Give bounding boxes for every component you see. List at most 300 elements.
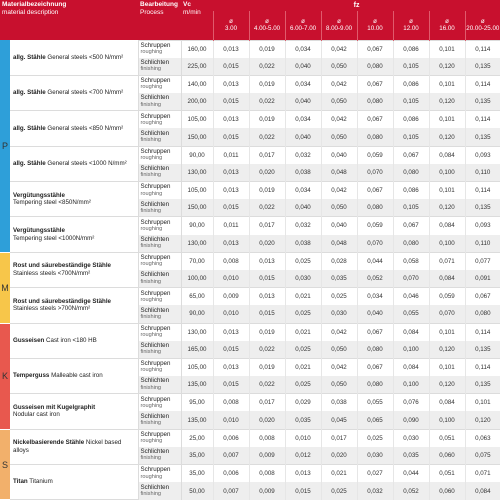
fz-value: 0,080	[357, 199, 393, 217]
fz-value: 0,025	[321, 482, 357, 500]
diameter-symbol: ø	[337, 17, 341, 25]
process-roughing	[138, 146, 181, 164]
fz-value: 0,084	[393, 323, 429, 341]
fz-value: 0,120	[465, 411, 500, 429]
process-finishing	[138, 164, 181, 182]
material-name: Nickelbasierende Stähle	[13, 439, 85, 447]
fz-value: 0,067	[393, 146, 429, 164]
fz-value: 0,070	[429, 305, 465, 323]
fz-value: 0,025	[321, 288, 357, 306]
process-sublabel: finishing	[140, 491, 162, 498]
fz-value: 0,040	[285, 199, 321, 217]
table-row	[0, 182, 500, 200]
process-header-sublabel: Process	[140, 8, 164, 16]
fz-value: 0,101	[429, 40, 465, 58]
material-name: allg. Stähle	[13, 160, 46, 168]
fz-value: 0,011	[213, 146, 249, 164]
material-description	[10, 111, 138, 146]
fz-value: 0,120	[429, 93, 465, 111]
fz-value: 0,042	[321, 323, 357, 341]
table-row	[0, 146, 500, 164]
material-name: Gusseisen	[13, 336, 45, 344]
fz-value: 0,093	[465, 217, 500, 235]
fz-value: 0,008	[213, 394, 249, 412]
process-label: Schlichten	[140, 306, 170, 314]
material-column-header	[0, 0, 138, 40]
fz-value: 0,080	[357, 93, 393, 111]
fz-value: 0,007	[213, 447, 249, 465]
fz-value: 0,120	[429, 341, 465, 359]
fz-value: 0,013	[213, 40, 249, 58]
diameter-header	[285, 11, 321, 40]
process-sublabel: finishing	[140, 349, 162, 356]
process-finishing	[138, 376, 181, 394]
fz-value: 0,038	[321, 394, 357, 412]
table-row	[0, 465, 500, 483]
diameter-symbol: ø	[265, 17, 269, 25]
fz-value: 0,020	[321, 447, 357, 465]
fz-value: 0,013	[213, 111, 249, 129]
vc-value: 95,00	[181, 394, 213, 412]
diameter-symbol: ø	[229, 17, 233, 25]
fz-value: 0,015	[213, 341, 249, 359]
fz-value: 0,084	[465, 482, 500, 500]
fz-value: 0,059	[429, 288, 465, 306]
process-finishing	[138, 482, 181, 500]
fz-value: 0,013	[213, 164, 249, 182]
material-spec: Nickel based alloys	[13, 439, 122, 454]
process-sublabel: roughing	[140, 155, 163, 162]
diameter-value: 20.00-25.00	[466, 25, 500, 33]
fz-value: 0,080	[393, 235, 429, 253]
fz-value: 0,015	[213, 199, 249, 217]
fz-value: 0,022	[249, 93, 285, 111]
material-spec: Nodular cast iron	[13, 411, 60, 419]
process-label: Schruppen	[140, 360, 171, 368]
vc-value: 35,00	[181, 465, 213, 483]
vc-value: 90,00	[181, 217, 213, 235]
fz-value: 0,060	[429, 447, 465, 465]
vc-value: 165,00	[181, 341, 213, 359]
process-label: Schruppen	[140, 289, 171, 297]
fz-value: 0,013	[213, 235, 249, 253]
fz-value: 0,077	[465, 252, 500, 270]
fz-value: 0,007	[213, 482, 249, 500]
fz-value: 0,042	[321, 40, 357, 58]
fz-value: 0,080	[357, 58, 393, 76]
process-roughing	[138, 323, 181, 341]
table-row	[0, 75, 500, 93]
fz-value: 0,080	[357, 376, 393, 394]
material-description	[10, 465, 138, 500]
diameter-value: 3.00	[224, 25, 238, 33]
fz-value: 0,101	[429, 111, 465, 129]
fz-value: 0,034	[285, 182, 321, 200]
table-row	[0, 40, 500, 58]
vc-value: 130,00	[181, 235, 213, 253]
fz-value: 0,080	[357, 341, 393, 359]
process-sublabel: finishing	[140, 313, 162, 320]
fz-value: 0,045	[321, 411, 357, 429]
process-finishing	[138, 93, 181, 111]
fz-value: 0,101	[429, 75, 465, 93]
fz-value: 0,050	[321, 199, 357, 217]
process-finishing	[138, 270, 181, 288]
fz-value: 0,059	[357, 146, 393, 164]
fz-value: 0,105	[393, 128, 429, 146]
diameter-symbol: ø	[445, 17, 449, 25]
diameter-value: 12.00	[403, 25, 419, 33]
fz-value: 0,067	[357, 40, 393, 58]
fz-value: 0,006	[213, 429, 249, 447]
fz-value: 0,135	[465, 58, 500, 76]
process-label: Schlichten	[140, 271, 170, 279]
fz-value: 0,010	[213, 411, 249, 429]
fz-value: 0,032	[285, 217, 321, 235]
process-roughing	[138, 429, 181, 447]
fz-value: 0,035	[285, 411, 321, 429]
table-row	[0, 358, 500, 376]
fz-value: 0,084	[429, 146, 465, 164]
diameter-value: 10.00	[367, 25, 383, 33]
process-sublabel: finishing	[140, 172, 162, 179]
process-roughing	[138, 288, 181, 306]
fz-value: 0,067	[357, 182, 393, 200]
fz-value: 0,012	[285, 447, 321, 465]
process-label: Schruppen	[140, 431, 171, 439]
fz-value: 0,114	[465, 111, 500, 129]
fz-value: 0,022	[249, 376, 285, 394]
fz-value: 0,076	[393, 394, 429, 412]
fz-value: 0,034	[285, 40, 321, 58]
material-header-label: Materialbezeichnung	[2, 1, 67, 8]
fz-value: 0,030	[285, 270, 321, 288]
material-description	[10, 323, 138, 358]
process-label: Schlichten	[140, 412, 170, 420]
vc-value: 105,00	[181, 358, 213, 376]
process-sublabel: roughing	[140, 367, 163, 374]
process-roughing	[138, 465, 181, 483]
fz-value: 0,013	[213, 358, 249, 376]
vc-value: 130,00	[181, 164, 213, 182]
process-sublabel: roughing	[140, 190, 163, 197]
process-label: Schruppen	[140, 112, 171, 120]
vc-value: 105,00	[181, 111, 213, 129]
fz-value: 0,022	[249, 58, 285, 76]
fz-value: 0,048	[321, 235, 357, 253]
fz-value: 0,042	[321, 75, 357, 93]
vc-header-sublabel: m/min	[183, 8, 201, 16]
material-spec: General steels <700 N/mm²	[45, 89, 124, 97]
material-description	[10, 146, 138, 181]
fz-value: 0,071	[465, 465, 500, 483]
fz-value: 0,022	[249, 341, 285, 359]
fz-value: 0,013	[249, 252, 285, 270]
process-label: Schruppen	[140, 148, 171, 156]
material-description	[10, 394, 138, 429]
fz-value: 0,065	[357, 411, 393, 429]
fz-value: 0,008	[249, 465, 285, 483]
process-sublabel: finishing	[140, 243, 162, 250]
diameter-symbol: ø	[480, 17, 485, 25]
fz-value: 0,051	[429, 429, 465, 447]
diameter-symbol: ø	[373, 17, 377, 25]
process-sublabel: roughing	[140, 402, 163, 409]
fz-value: 0,050	[321, 376, 357, 394]
fz-value: 0,020	[249, 411, 285, 429]
fz-value: 0,067	[465, 288, 500, 306]
process-label: Schlichten	[140, 235, 170, 243]
diameter-header	[213, 11, 249, 40]
fz-value: 0,015	[285, 482, 321, 500]
process-sublabel: finishing	[140, 420, 162, 427]
material-spec: Tempering steel <850N/mm²	[13, 199, 91, 207]
table-row	[0, 217, 500, 235]
material-description	[10, 40, 138, 75]
fz-value: 0,040	[321, 146, 357, 164]
fz-value: 0,034	[357, 288, 393, 306]
fz-value: 0,105	[393, 93, 429, 111]
process-finishing	[138, 58, 181, 76]
fz-value: 0,034	[285, 75, 321, 93]
material-spec: Stainless steels >700N/mm²	[13, 305, 91, 313]
fz-value: 0,035	[393, 447, 429, 465]
fz-value: 0,038	[285, 164, 321, 182]
fz-value: 0,059	[357, 217, 393, 235]
material-description	[10, 288, 138, 323]
fz-value: 0,105	[393, 199, 429, 217]
fz-value: 0,021	[285, 323, 321, 341]
fz-value: 0,013	[213, 182, 249, 200]
fz-value: 0,070	[357, 164, 393, 182]
diameter-header	[321, 11, 357, 40]
process-sublabel: finishing	[140, 455, 162, 462]
fz-value: 0,058	[393, 252, 429, 270]
fz-value: 0,070	[357, 235, 393, 253]
material-name: Vergütungsstähle	[13, 227, 65, 235]
fz-value: 0,080	[465, 305, 500, 323]
fz-value: 0,114	[465, 75, 500, 93]
fz-value: 0,084	[429, 394, 465, 412]
fz-value: 0,086	[393, 40, 429, 58]
fz-value: 0,008	[213, 252, 249, 270]
process-sublabel: finishing	[140, 66, 162, 73]
vc-value: 160,00	[181, 40, 213, 58]
table-row	[0, 288, 500, 306]
process-sublabel: roughing	[140, 473, 163, 480]
fz-value: 0,019	[249, 358, 285, 376]
diameter-value: 8.00-9.00	[325, 25, 353, 33]
fz-value: 0,019	[249, 111, 285, 129]
fz-value: 0,067	[357, 323, 393, 341]
fz-value: 0,050	[321, 93, 357, 111]
process-label: Schruppen	[140, 183, 171, 191]
vc-value: 150,00	[181, 199, 213, 217]
table-row	[0, 111, 500, 129]
fz-value: 0,052	[357, 270, 393, 288]
fz-value: 0,071	[429, 252, 465, 270]
material-name: Titan	[13, 478, 28, 486]
fz-value: 0,010	[285, 429, 321, 447]
material-group-marker: S	[0, 429, 10, 500]
fz-value: 0,013	[285, 465, 321, 483]
process-column-header	[138, 0, 181, 40]
vc-value: 150,00	[181, 128, 213, 146]
fz-value: 0,042	[321, 358, 357, 376]
process-label: Schruppen	[140, 218, 171, 226]
fz-value: 0,042	[321, 111, 357, 129]
fz-value: 0,093	[465, 146, 500, 164]
fz-value: 0,067	[357, 358, 393, 376]
fz-value: 0,046	[393, 288, 429, 306]
fz-value: 0,050	[321, 341, 357, 359]
fz-value: 0,070	[393, 270, 429, 288]
fz-value: 0,080	[357, 128, 393, 146]
process-label: Schruppen	[140, 77, 171, 85]
fz-value: 0,019	[249, 75, 285, 93]
fz-value: 0,075	[465, 447, 500, 465]
fz-value: 0,009	[249, 447, 285, 465]
fz-value: 0,019	[249, 323, 285, 341]
vc-value: 50,00	[181, 482, 213, 500]
material-spec: Titanium	[27, 478, 53, 486]
diameter-symbol: ø	[301, 17, 305, 25]
fz-value: 0,084	[393, 358, 429, 376]
fz-value: 0,100	[429, 235, 465, 253]
process-label: Schruppen	[140, 466, 171, 474]
fz-value: 0,044	[393, 465, 429, 483]
fz-value: 0,114	[465, 182, 500, 200]
material-description	[10, 429, 138, 464]
process-sublabel: finishing	[140, 278, 162, 285]
fz-value: 0,048	[321, 164, 357, 182]
fz-value: 0,086	[393, 182, 429, 200]
material-name: allg. Stähle	[13, 124, 46, 132]
fz-value: 0,120	[429, 199, 465, 217]
fz-value: 0,100	[393, 341, 429, 359]
material-name: allg. Stähle	[13, 53, 46, 61]
process-finishing	[138, 341, 181, 359]
fz-value: 0,055	[393, 305, 429, 323]
process-label: Schruppen	[140, 254, 171, 262]
vc-value: 140,00	[181, 75, 213, 93]
process-finishing	[138, 199, 181, 217]
table-row	[0, 394, 500, 412]
fz-value: 0,013	[249, 288, 285, 306]
diameter-symbol: ø	[409, 17, 413, 25]
diameter-header	[465, 11, 500, 40]
fz-value: 0,105	[393, 58, 429, 76]
process-sublabel: roughing	[140, 119, 163, 126]
material-description	[10, 75, 138, 110]
process-roughing	[138, 358, 181, 376]
fz-value: 0,135	[465, 93, 500, 111]
fz-value: 0,019	[249, 182, 285, 200]
material-spec: General steels <1000 N/mm²	[45, 160, 127, 168]
process-label: Schlichten	[140, 200, 170, 208]
fz-value: 0,080	[393, 164, 429, 182]
fz-value: 0,042	[321, 182, 357, 200]
fz-value: 0,025	[285, 305, 321, 323]
fz-value: 0,009	[249, 482, 285, 500]
fz-value: 0,101	[465, 394, 500, 412]
material-group-marker: M	[0, 252, 10, 323]
vc-value: 135,00	[181, 376, 213, 394]
fz-value: 0,120	[429, 376, 465, 394]
fz-value: 0,135	[465, 376, 500, 394]
fz-value: 0,006	[213, 465, 249, 483]
fz-value: 0,020	[249, 164, 285, 182]
process-label: Schlichten	[140, 377, 170, 385]
fz-value: 0,021	[285, 288, 321, 306]
fz-value: 0,090	[393, 411, 429, 429]
fz-header: fz	[353, 2, 360, 9]
fz-value: 0,114	[465, 40, 500, 58]
material-group-marker: K	[0, 323, 10, 429]
fz-value: 0,025	[357, 429, 393, 447]
fz-value: 0,040	[285, 58, 321, 76]
vc-value: 25,00	[181, 429, 213, 447]
fz-value: 0,022	[249, 128, 285, 146]
vc-value: 200,00	[181, 93, 213, 111]
material-spec: General steels <500 N/mm²	[45, 53, 124, 61]
fz-value: 0,067	[357, 111, 393, 129]
diameter-value: 6.00-7.00	[289, 25, 317, 33]
vc-value: 65,00	[181, 288, 213, 306]
fz-value: 0,135	[465, 128, 500, 146]
fz-value: 0,101	[429, 182, 465, 200]
process-finishing	[138, 235, 181, 253]
diameter-header	[393, 11, 429, 40]
fz-value: 0,067	[393, 217, 429, 235]
material-description	[10, 252, 138, 287]
fz-value: 0,021	[285, 358, 321, 376]
process-header-label: Bearbeitung	[140, 1, 178, 8]
process-roughing	[138, 111, 181, 129]
process-sublabel: roughing	[140, 49, 163, 56]
material-spec: Cast iron <180 HB	[44, 336, 97, 344]
fz-value: 0,084	[429, 270, 465, 288]
material-header-sublabel: material description	[2, 8, 59, 16]
process-label: Schlichten	[140, 59, 170, 67]
fz-value: 0,032	[285, 146, 321, 164]
process-roughing	[138, 252, 181, 270]
fz-value: 0,032	[357, 482, 393, 500]
material-name: allg. Stähle	[13, 89, 46, 97]
material-group-marker: P	[0, 40, 10, 252]
process-label: Schlichten	[140, 94, 170, 102]
fz-value: 0,055	[357, 394, 393, 412]
fz-value: 0,013	[213, 323, 249, 341]
material-spec: Stainless steels <700N/mm²	[13, 269, 91, 277]
material-name: Gusseisen mit Kugelgraphit	[13, 403, 96, 411]
table-row	[0, 429, 500, 447]
vc-value: 70,00	[181, 252, 213, 270]
fz-value: 0,120	[429, 128, 465, 146]
material-name: Rost und säurebeständige Stähle	[13, 262, 111, 270]
fz-value: 0,040	[357, 305, 393, 323]
process-sublabel: finishing	[140, 101, 162, 108]
fz-value: 0,010	[213, 270, 249, 288]
fz-value: 0,015	[213, 128, 249, 146]
fz-value: 0,052	[393, 482, 429, 500]
material-description	[10, 358, 138, 393]
diameter-value: 16.00	[439, 25, 455, 33]
fz-value: 0,120	[429, 58, 465, 76]
vc-value: 90,00	[181, 146, 213, 164]
vc-header-label: Vc	[183, 1, 191, 8]
process-label: Schruppen	[140, 395, 171, 403]
